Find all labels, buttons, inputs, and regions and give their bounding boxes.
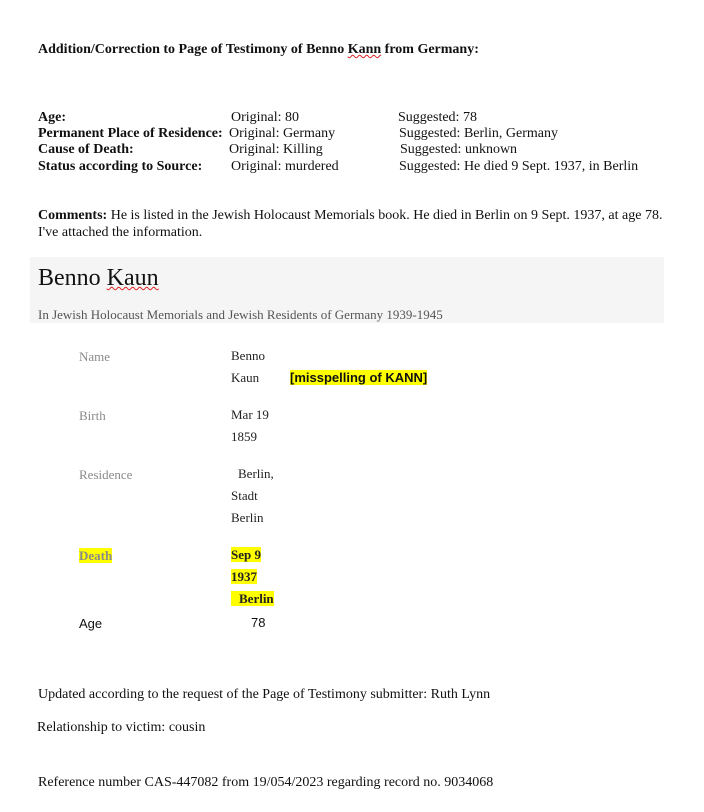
updated-note: Updated according to the request of the Page of Testimony submitter: Ruth Lynn bbox=[38, 687, 491, 702]
residence-line: Berlin bbox=[231, 510, 264, 525]
age-label: Age bbox=[79, 616, 103, 631]
record-first-name: Benno bbox=[38, 265, 101, 291]
field-label: Cause of Death: bbox=[38, 142, 134, 157]
reference-number: Reference number CAS-447082 from 19/054/2023 regarding record no. 9034068 bbox=[38, 775, 494, 790]
document-title bbox=[38, 42, 479, 58]
name-value bbox=[231, 345, 265, 389]
name-label: Name bbox=[79, 349, 111, 364]
residence-label: Residence bbox=[79, 467, 133, 482]
name-line: Benno bbox=[231, 348, 265, 363]
relationship-note: Relationship to victim: cousin bbox=[37, 720, 206, 735]
birth-line: 1859 bbox=[231, 429, 257, 444]
misspelling-note: [misspelling of KANN] bbox=[290, 370, 428, 385]
death-label-text: Death bbox=[79, 548, 113, 563]
name-line: Kaun bbox=[231, 370, 260, 385]
field-suggested: Suggested: unknown bbox=[400, 142, 518, 157]
record-card-header bbox=[30, 257, 664, 323]
title-victim-name: Kann bbox=[347, 42, 382, 57]
field-label: Permanent Place of Residence: bbox=[38, 126, 223, 141]
death-label bbox=[79, 548, 112, 564]
field-suggested: Suggested: Berlin, Germany bbox=[399, 126, 559, 141]
field-suggested: Suggested: He died 9 Sept. 1937, in Berlin bbox=[399, 159, 639, 174]
comments-paragraph bbox=[38, 208, 668, 241]
birth-label: Birth bbox=[79, 408, 106, 423]
field-original: Original: murdered bbox=[231, 159, 339, 174]
title-suffix: from Germany: bbox=[381, 42, 479, 57]
birth-value bbox=[231, 404, 269, 448]
field-label: Status according to Source: bbox=[38, 159, 203, 174]
age-value: 78 bbox=[251, 615, 266, 630]
death-line: 1937 bbox=[231, 569, 257, 584]
record-last-name: Kaun bbox=[106, 265, 159, 291]
residence-line: Berlin, bbox=[238, 466, 274, 481]
comments-text: He is listed in the Jewish Holocaust Memorials book. He died in Berlin on 9 Sept. 1937, at age 78. I've attached the information. bbox=[38, 208, 663, 240]
title-prefix: Addition/Correction to Page of Testimony of Benno bbox=[38, 42, 348, 57]
residence-value bbox=[231, 463, 274, 529]
death-line: Berlin bbox=[231, 591, 274, 606]
field-original: Original: Killing bbox=[229, 142, 323, 157]
comments-label: Comments: bbox=[38, 208, 108, 223]
field-suggested: Suggested: 78 bbox=[398, 110, 477, 125]
field-label: Age: bbox=[38, 110, 66, 125]
record-name-heading bbox=[38, 265, 159, 292]
field-original: Original: Germany bbox=[229, 126, 336, 141]
death-value bbox=[231, 544, 274, 610]
birth-line: Mar 19 bbox=[231, 407, 269, 422]
record-source: In Jewish Holocaust Memorials and Jewish Residents of Germany 1939-1945 bbox=[38, 307, 443, 322]
death-line: Sep 9 bbox=[231, 547, 261, 562]
residence-line: Stadt bbox=[231, 488, 258, 503]
field-original: Original: 80 bbox=[231, 110, 300, 125]
